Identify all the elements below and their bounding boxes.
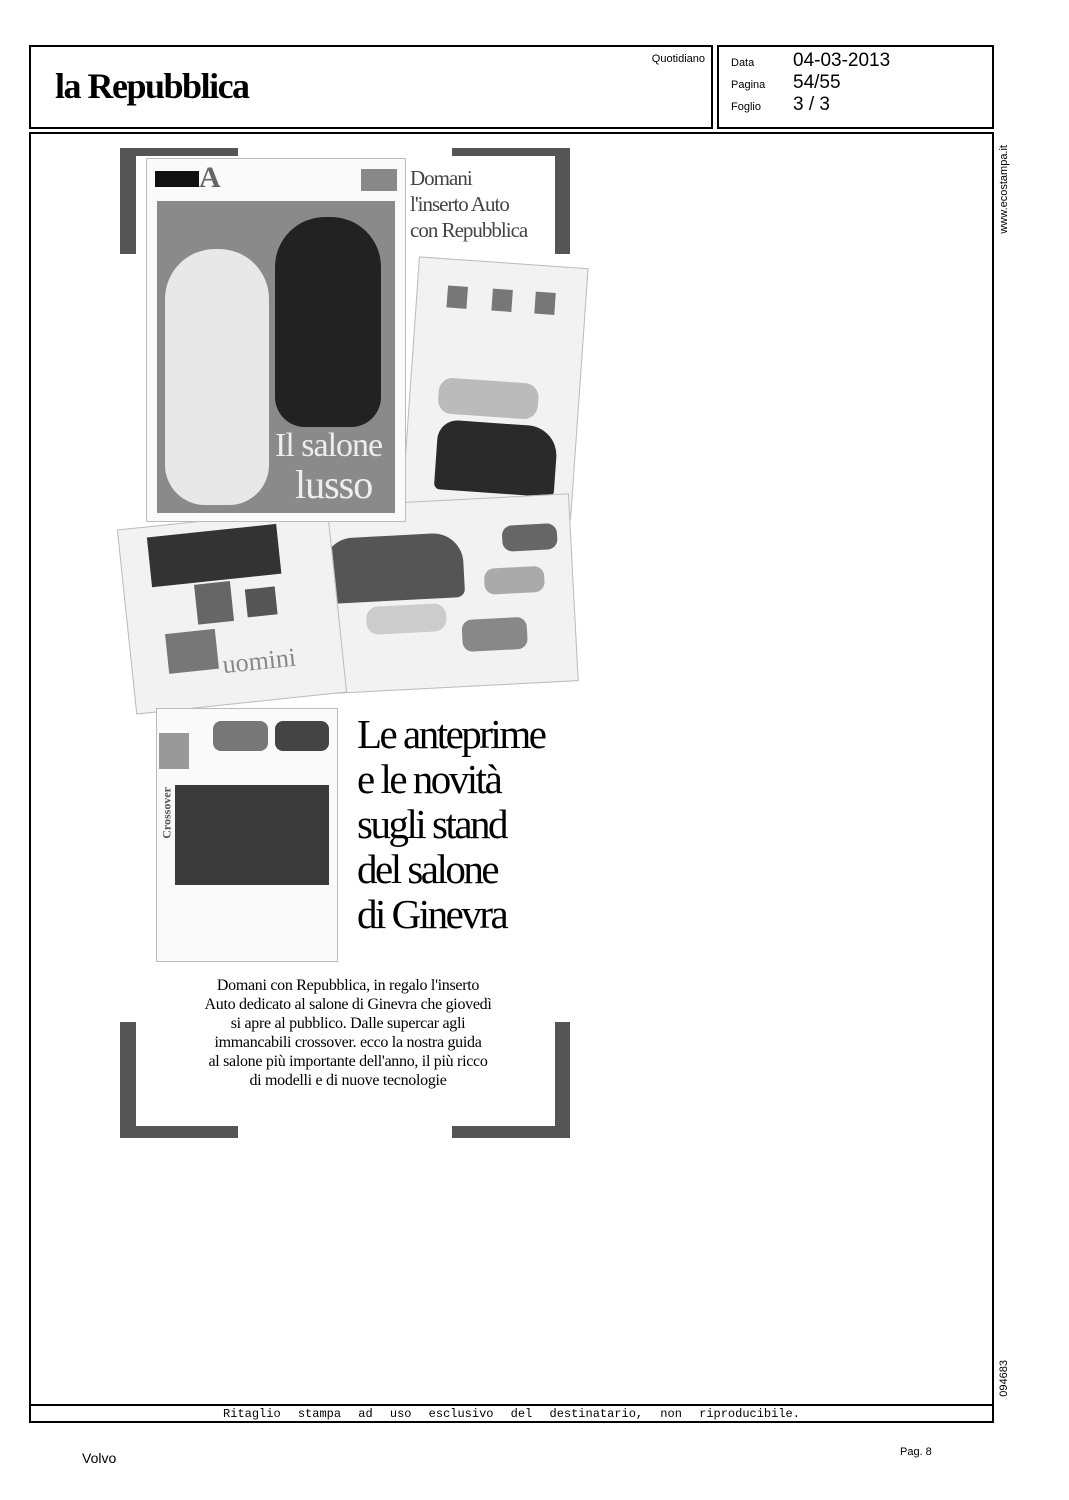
headline [357, 712, 544, 937]
car-photo-white [366, 603, 447, 635]
portrait-photo [245, 586, 278, 617]
disclaimer-text: Ritaglio stampa ad uso esclusivo del destinatario, non riproducibile. [223, 1407, 800, 1421]
body-line: al salone più importante dell'anno, il più ricco [208, 1053, 488, 1070]
car-photo-small [502, 523, 558, 552]
car-photo-small [484, 566, 545, 595]
supercar-photo [434, 419, 559, 497]
metadata-box [717, 45, 994, 129]
uomini-title: uomini [221, 642, 298, 680]
teaser-line: l'inserto Auto [410, 192, 509, 216]
body-line: immancabili crossover. ecco la nostra guida [214, 1034, 482, 1051]
teaser-line: con Repubblica [410, 218, 528, 242]
concept-car-photo [175, 785, 329, 885]
headline-line: Le anteprime [357, 711, 545, 757]
page-crossover-guide [156, 708, 338, 962]
footer-divider [29, 1404, 994, 1406]
headline-line: di Ginevra [357, 891, 507, 937]
watch-photo [447, 285, 468, 308]
portrait-photo [165, 629, 219, 674]
side-code-text: 094683 [998, 1360, 1010, 1397]
data-label: Data [731, 57, 755, 69]
portrait-photo [194, 581, 234, 625]
crossover-label-text: Crossover [159, 787, 174, 839]
headline-line: del salone [357, 846, 498, 892]
page-crossovers [309, 493, 578, 694]
white-car-topview [165, 249, 269, 505]
headline-line: sugli stand [357, 801, 507, 847]
car-photo-small [275, 721, 329, 751]
body-line: si apre al pubblico. Dalle supercar agli [230, 1015, 466, 1032]
body-line: di modelli e di nuove tecnologie [249, 1072, 447, 1089]
flag-photo [147, 524, 282, 587]
car-photo-small [437, 377, 539, 420]
page-supercar [401, 256, 588, 519]
foglio-label: Foglio [731, 101, 761, 113]
teaser [410, 165, 527, 243]
article-body [158, 976, 538, 1090]
black-car-topview [275, 217, 381, 427]
watch-photo [491, 289, 512, 312]
newspaper-masthead: la Repubblica [55, 66, 249, 106]
headline-line: e le novità [357, 756, 501, 802]
cover-title-lusso: lusso [295, 462, 373, 507]
data-value: 04-03-2013 [793, 50, 891, 71]
side-code [993, 1360, 1015, 1410]
cover-letter-a: A [199, 161, 221, 194]
car-photo-small [461, 617, 528, 652]
crossover-label [157, 787, 177, 867]
pagina-value: 54/55 [793, 72, 841, 93]
cover-page [146, 158, 406, 522]
side-url-text: www.ecostampa.it [998, 145, 1010, 234]
foglio-value: 3 / 3 [793, 94, 830, 115]
body-line: Auto dedicato al salone di Ginevra che giovedì [204, 996, 492, 1013]
publication-type: Quotidiano [651, 53, 705, 65]
cover-thumb [361, 169, 397, 191]
cover-logo-block [155, 171, 199, 187]
side-url [993, 145, 1015, 255]
page-uomini [117, 507, 347, 714]
car-photo-small [213, 721, 268, 751]
watch-photo [534, 292, 555, 315]
page-number: Pag. 8 [900, 1446, 932, 1458]
body-line: Domani con Repubblica, in regalo l'inserto [216, 977, 480, 994]
masthead-box [29, 45, 713, 129]
crossover-photo-main [322, 532, 465, 604]
pagina-label: Pagina [731, 79, 766, 91]
cover-title-salone: Il salone [275, 427, 383, 464]
teaser-line: Domani [410, 166, 472, 190]
watch-photo [159, 733, 189, 769]
client-brand: Volvo [82, 1450, 117, 1466]
